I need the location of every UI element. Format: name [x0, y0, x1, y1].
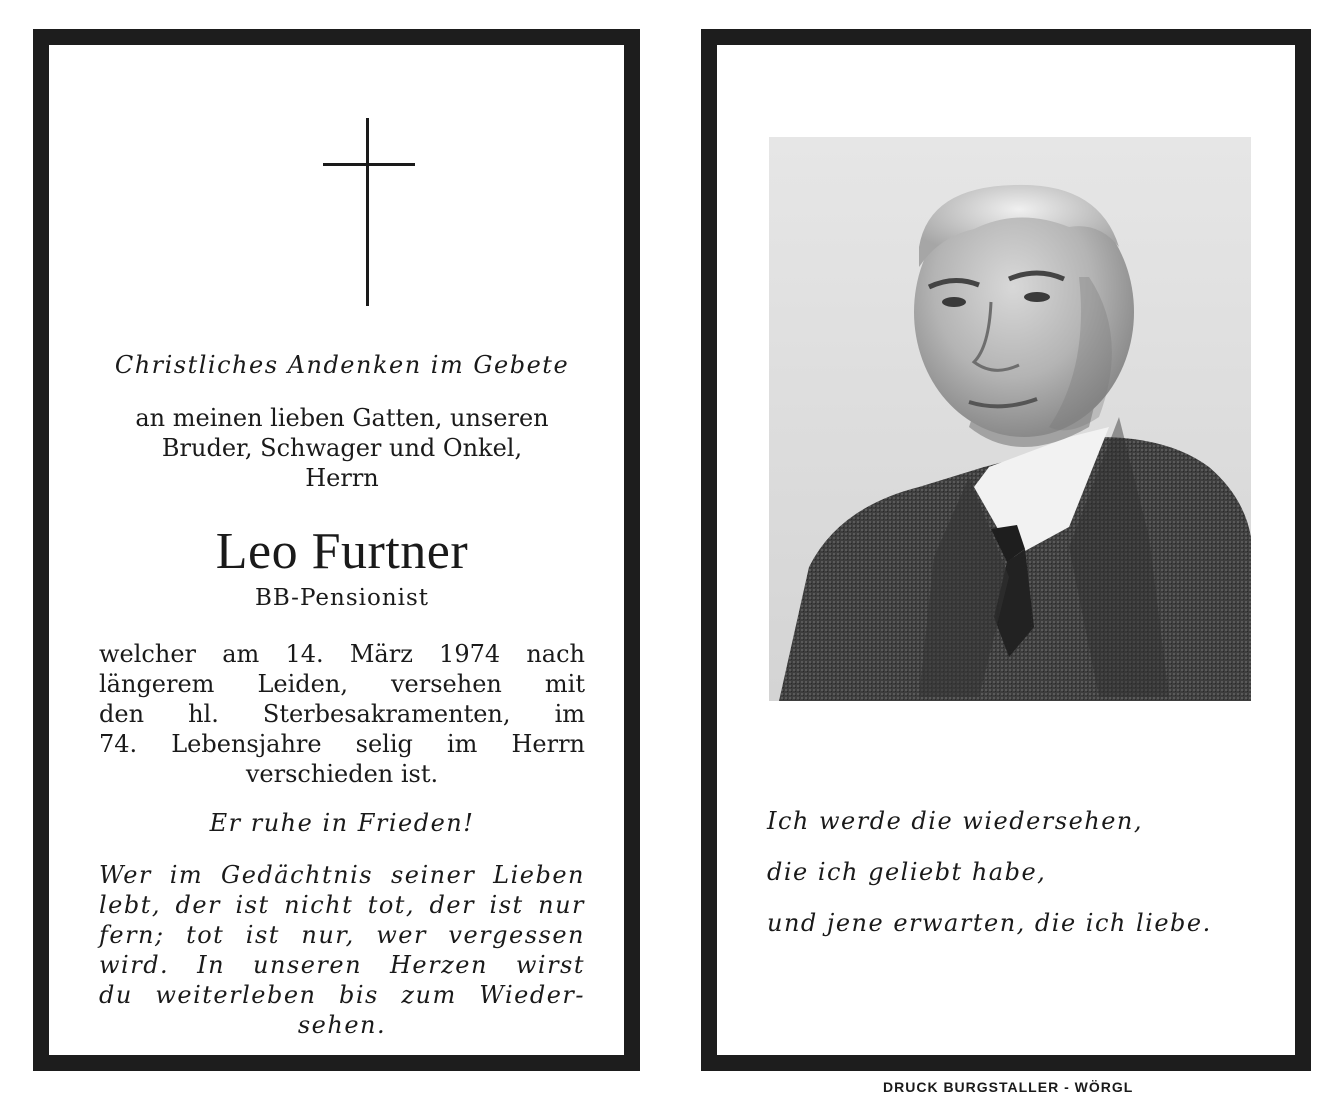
obituary-line: den hl. Sterbesakramenten, im	[99, 700, 585, 728]
deceased-name: Leo Furtner	[215, 523, 469, 580]
poem-block	[99, 860, 585, 1040]
cross-icon	[323, 118, 415, 306]
rest-in-peace: Er ruhe in Frieden!	[209, 809, 475, 837]
portrait-illustration	[769, 137, 1251, 701]
poem-line: fern; tot ist nur, wer vergessen	[99, 921, 585, 949]
poem-line: lebt, der ist nicht tot, der ist nur	[99, 891, 585, 919]
dedication-block	[99, 403, 585, 493]
printer-credit: DRUCK BURGSTALLER - WÖRGL	[883, 1079, 1134, 1095]
poem-line: wird. In unseren Herzen wirst	[99, 951, 585, 979]
dedication-line: Bruder, Schwager und Onkel,	[161, 434, 523, 462]
portrait-photo	[769, 137, 1251, 701]
obituary-line: verschieden ist.	[245, 760, 439, 788]
poem-line: Wer im Gedächtnis seiner Lieben	[99, 861, 585, 889]
obituary-line: 74. Lebensjahre selig im Herrn	[99, 730, 585, 758]
quote-line: Ich werde die wiedersehen,	[767, 807, 1144, 835]
right-card	[701, 29, 1311, 1071]
obituary-block	[99, 639, 585, 789]
remembrance-header: Christliches Andenken im Gebete	[114, 351, 570, 379]
poem-line: sehen.	[297, 1011, 387, 1039]
dedication-line: an meinen lieben Gatten, unseren	[135, 404, 549, 432]
quote-line: die ich geliebt habe,	[767, 858, 1047, 886]
dedication-line: Herrn	[305, 464, 379, 492]
quote-line: und jene erwarten, die ich liebe.	[767, 909, 1212, 937]
obituary-line: welcher am 14. März 1974 nach	[99, 640, 585, 668]
left-card	[33, 29, 640, 1071]
poem-line: du weiterleben bis zum Wieder-	[99, 981, 585, 1009]
obituary-line: längerem Leiden, versehen mit	[99, 670, 585, 698]
deceased-profession: BB-Pensionist	[254, 585, 430, 611]
